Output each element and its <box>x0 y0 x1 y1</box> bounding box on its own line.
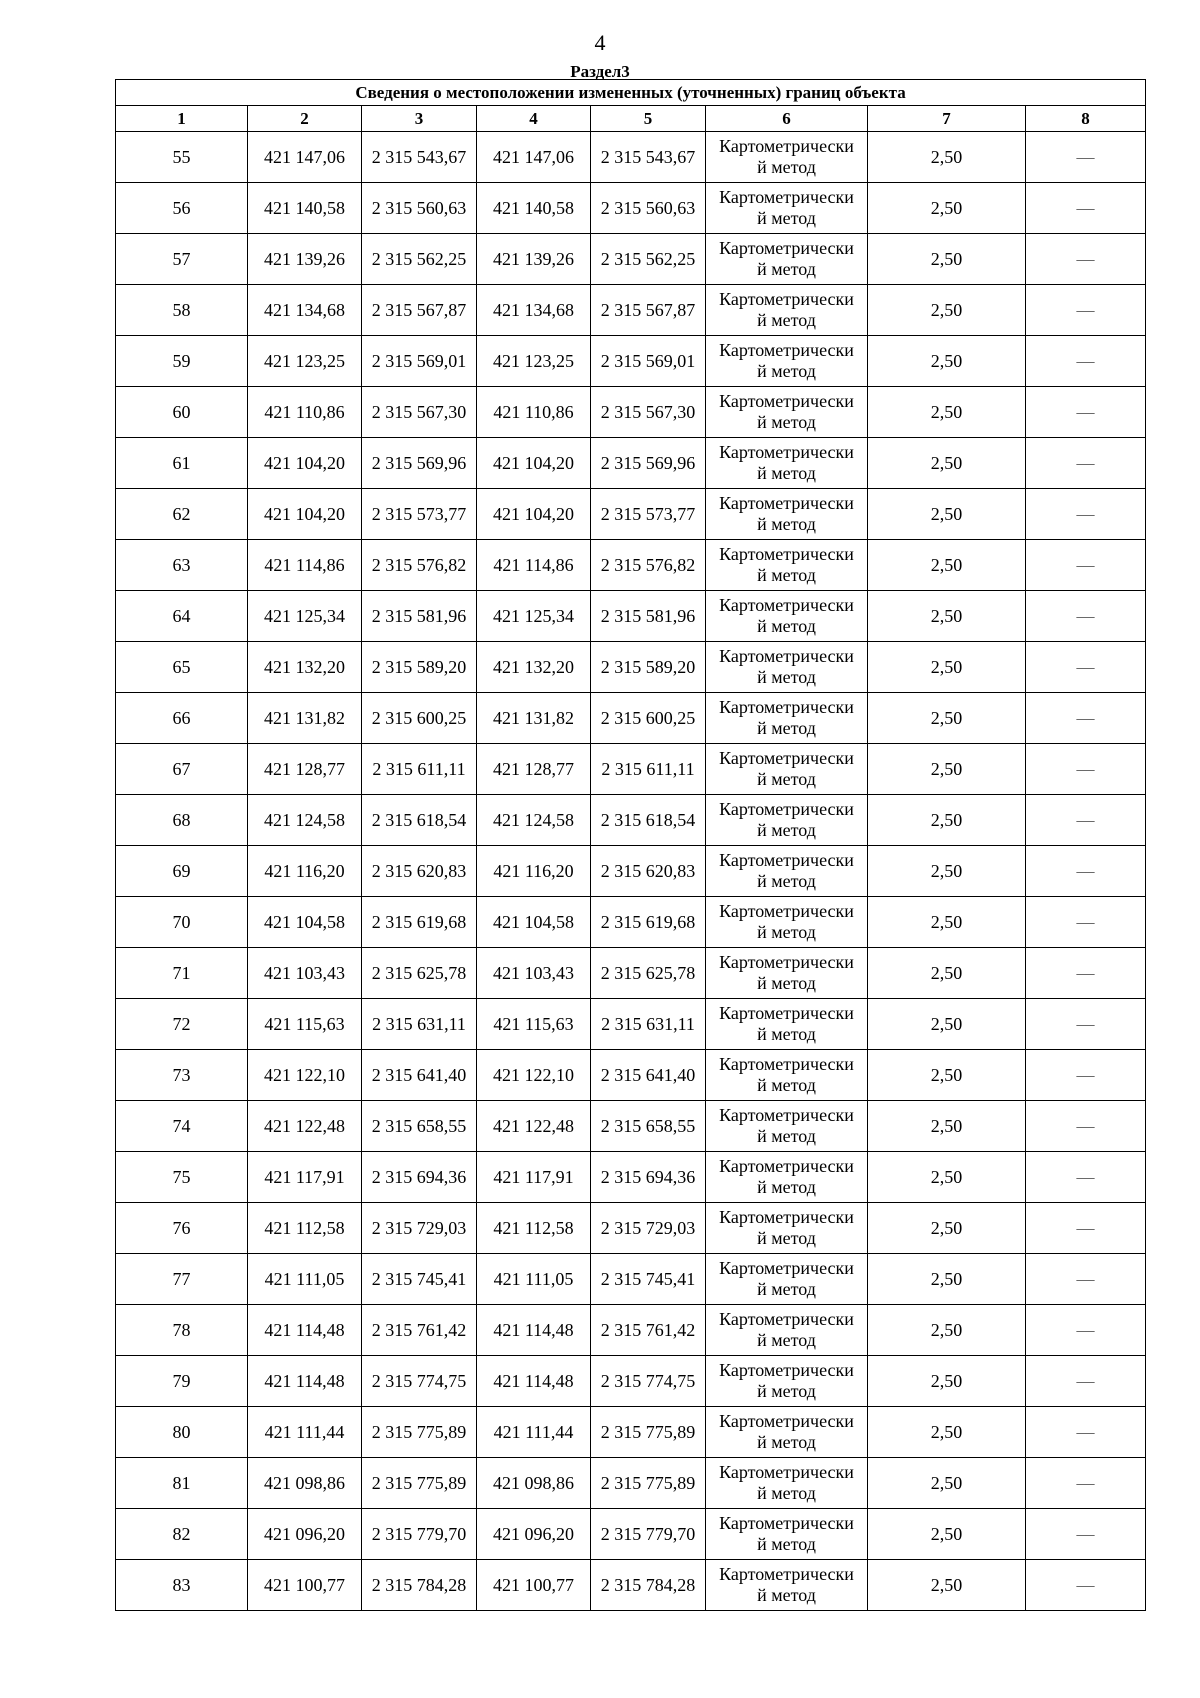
point-number-cell: 79 <box>116 1356 248 1407</box>
x-refined-cell: 421 122,48 <box>477 1101 591 1152</box>
y-refined-cell: 2 315 641,40 <box>591 1050 706 1101</box>
table-row <box>116 897 1146 948</box>
x-existing-cell: 421 103,43 <box>248 948 362 999</box>
y-refined-cell: 2 315 620,83 <box>591 846 706 897</box>
description-cell: — <box>1026 1050 1146 1101</box>
point-number-cell: 65 <box>116 642 248 693</box>
point-number-cell: 56 <box>116 183 248 234</box>
x-refined-cell: 421 122,10 <box>477 1050 591 1101</box>
accuracy-cell: 2,50 <box>868 183 1026 234</box>
description-cell: — <box>1026 1203 1146 1254</box>
accuracy-cell: 2,50 <box>868 1356 1026 1407</box>
accuracy-cell: 2,50 <box>868 1305 1026 1356</box>
column-number-4: 4 <box>477 106 591 132</box>
point-number-cell: 78 <box>116 1305 248 1356</box>
y-refined-cell: 2 315 618,54 <box>591 795 706 846</box>
table-row <box>116 132 1146 183</box>
column-number-5: 5 <box>591 106 706 132</box>
accuracy-cell: 2,50 <box>868 999 1026 1050</box>
y-existing-cell: 2 315 576,82 <box>362 540 477 591</box>
table-row <box>116 285 1146 336</box>
x-refined-cell: 421 124,58 <box>477 795 591 846</box>
table-row <box>116 1101 1146 1152</box>
x-refined-cell: 421 104,58 <box>477 897 591 948</box>
table-row <box>116 540 1146 591</box>
y-existing-cell: 2 315 779,70 <box>362 1509 477 1560</box>
y-refined-cell: 2 315 581,96 <box>591 591 706 642</box>
point-number-cell: 75 <box>116 1152 248 1203</box>
x-existing-cell: 421 114,48 <box>248 1305 362 1356</box>
method-cell: Картометрически й метод <box>706 1203 868 1254</box>
accuracy-cell: 2,50 <box>868 1407 1026 1458</box>
x-existing-cell: 421 096,20 <box>248 1509 362 1560</box>
x-existing-cell: 421 123,25 <box>248 336 362 387</box>
x-existing-cell: 421 116,20 <box>248 846 362 897</box>
description-cell: — <box>1026 1407 1146 1458</box>
description-cell: — <box>1026 1560 1146 1611</box>
accuracy-cell: 2,50 <box>868 132 1026 183</box>
y-existing-cell: 2 315 774,75 <box>362 1356 477 1407</box>
accuracy-cell: 2,50 <box>868 591 1026 642</box>
y-existing-cell: 2 315 694,36 <box>362 1152 477 1203</box>
accuracy-cell: 2,50 <box>868 693 1026 744</box>
x-refined-cell: 421 111,05 <box>477 1254 591 1305</box>
method-cell: Картометрически й метод <box>706 183 868 234</box>
x-refined-cell: 421 110,86 <box>477 387 591 438</box>
y-existing-cell: 2 315 589,20 <box>362 642 477 693</box>
method-cell: Картометрически й метод <box>706 285 868 336</box>
y-refined-cell: 2 315 761,42 <box>591 1305 706 1356</box>
method-cell: Картометрически й метод <box>706 948 868 999</box>
y-refined-cell: 2 315 775,89 <box>591 1458 706 1509</box>
y-refined-cell: 2 315 694,36 <box>591 1152 706 1203</box>
y-refined-cell: 2 315 779,70 <box>591 1509 706 1560</box>
description-cell: — <box>1026 183 1146 234</box>
table-row <box>116 744 1146 795</box>
accuracy-cell: 2,50 <box>868 1101 1026 1152</box>
y-existing-cell: 2 315 567,30 <box>362 387 477 438</box>
y-existing-cell: 2 315 567,87 <box>362 285 477 336</box>
description-cell: — <box>1026 693 1146 744</box>
method-cell: Картометрически й метод <box>706 999 868 1050</box>
description-cell: — <box>1026 132 1146 183</box>
x-refined-cell: 421 134,68 <box>477 285 591 336</box>
description-cell: — <box>1026 1458 1146 1509</box>
method-cell: Картометрически й метод <box>706 387 868 438</box>
x-refined-cell: 421 098,86 <box>477 1458 591 1509</box>
description-cell: — <box>1026 438 1146 489</box>
point-number-cell: 67 <box>116 744 248 795</box>
y-existing-cell: 2 315 631,11 <box>362 999 477 1050</box>
description-cell: — <box>1026 744 1146 795</box>
table-row <box>116 795 1146 846</box>
method-cell: Картометрически й метод <box>706 642 868 693</box>
x-refined-cell: 421 139,26 <box>477 234 591 285</box>
x-existing-cell: 421 122,10 <box>248 1050 362 1101</box>
x-refined-cell: 421 096,20 <box>477 1509 591 1560</box>
x-existing-cell: 421 111,44 <box>248 1407 362 1458</box>
y-existing-cell: 2 315 573,77 <box>362 489 477 540</box>
y-existing-cell: 2 315 775,89 <box>362 1407 477 1458</box>
x-existing-cell: 421 134,68 <box>248 285 362 336</box>
x-refined-cell: 421 114,48 <box>477 1356 591 1407</box>
accuracy-cell: 2,50 <box>868 1254 1026 1305</box>
y-existing-cell: 2 315 611,11 <box>362 744 477 795</box>
point-number-cell: 70 <box>116 897 248 948</box>
column-number-2: 2 <box>248 106 362 132</box>
x-existing-cell: 421 132,20 <box>248 642 362 693</box>
point-number-cell: 68 <box>116 795 248 846</box>
y-refined-cell: 2 315 658,55 <box>591 1101 706 1152</box>
y-existing-cell: 2 315 775,89 <box>362 1458 477 1509</box>
method-cell: Картометрически й метод <box>706 438 868 489</box>
column-number-row <box>116 106 1146 132</box>
x-existing-cell: 421 139,26 <box>248 234 362 285</box>
section-title: Раздел3 <box>570 62 630 81</box>
accuracy-cell: 2,50 <box>868 1203 1026 1254</box>
point-number-cell: 74 <box>116 1101 248 1152</box>
x-refined-cell: 421 131,82 <box>477 693 591 744</box>
table-row <box>116 1407 1146 1458</box>
x-existing-cell: 421 115,63 <box>248 999 362 1050</box>
accuracy-cell: 2,50 <box>868 642 1026 693</box>
x-refined-cell: 421 111,44 <box>477 1407 591 1458</box>
table-row <box>116 1254 1146 1305</box>
y-refined-cell: 2 315 569,01 <box>591 336 706 387</box>
method-cell: Картометрически й метод <box>706 795 868 846</box>
method-cell: Картометрически й метод <box>706 1560 868 1611</box>
description-cell: — <box>1026 285 1146 336</box>
method-cell: Картометрически й метод <box>706 1254 868 1305</box>
x-existing-cell: 421 111,05 <box>248 1254 362 1305</box>
point-number-cell: 81 <box>116 1458 248 1509</box>
description-cell: — <box>1026 336 1146 387</box>
table-row <box>116 1560 1146 1611</box>
x-existing-cell: 421 104,20 <box>248 438 362 489</box>
description-cell: — <box>1026 1152 1146 1203</box>
y-refined-cell: 2 315 775,89 <box>591 1407 706 1458</box>
accuracy-cell: 2,50 <box>868 540 1026 591</box>
description-cell: — <box>1026 795 1146 846</box>
point-number-cell: 66 <box>116 693 248 744</box>
description-cell: — <box>1026 1509 1146 1560</box>
accuracy-cell: 2,50 <box>868 438 1026 489</box>
point-number-cell: 61 <box>116 438 248 489</box>
method-cell: Картометрически й метод <box>706 1407 868 1458</box>
y-existing-cell: 2 315 729,03 <box>362 1203 477 1254</box>
boundary-coordinates-table <box>115 79 1146 1611</box>
table-row <box>116 1458 1146 1509</box>
y-refined-cell: 2 315 745,41 <box>591 1254 706 1305</box>
x-existing-cell: 421 112,58 <box>248 1203 362 1254</box>
description-cell: — <box>1026 948 1146 999</box>
accuracy-cell: 2,50 <box>868 1152 1026 1203</box>
y-existing-cell: 2 315 658,55 <box>362 1101 477 1152</box>
description-cell: — <box>1026 642 1146 693</box>
table-row <box>116 234 1146 285</box>
point-number-cell: 64 <box>116 591 248 642</box>
table-row <box>116 183 1146 234</box>
column-number-7: 7 <box>868 106 1026 132</box>
point-number-cell: 77 <box>116 1254 248 1305</box>
table-caption: Сведения о местоположении измененных (уточненных) границ объекта <box>116 80 1146 106</box>
accuracy-cell: 2,50 <box>868 1458 1026 1509</box>
method-cell: Картометрически й метод <box>706 1101 868 1152</box>
accuracy-cell: 2,50 <box>868 795 1026 846</box>
x-refined-cell: 421 128,77 <box>477 744 591 795</box>
y-existing-cell: 2 315 543,67 <box>362 132 477 183</box>
accuracy-cell: 2,50 <box>868 336 1026 387</box>
page-number: 4 <box>594 30 606 55</box>
x-existing-cell: 421 100,77 <box>248 1560 362 1611</box>
y-refined-cell: 2 315 562,25 <box>591 234 706 285</box>
x-refined-cell: 421 117,91 <box>477 1152 591 1203</box>
y-existing-cell: 2 315 581,96 <box>362 591 477 642</box>
x-existing-cell: 421 131,82 <box>248 693 362 744</box>
point-number-cell: 83 <box>116 1560 248 1611</box>
x-existing-cell: 421 114,48 <box>248 1356 362 1407</box>
y-existing-cell: 2 315 569,96 <box>362 438 477 489</box>
y-existing-cell: 2 315 619,68 <box>362 897 477 948</box>
description-cell: — <box>1026 999 1146 1050</box>
x-refined-cell: 421 104,20 <box>477 438 591 489</box>
table-row <box>116 999 1146 1050</box>
x-existing-cell: 421 104,20 <box>248 489 362 540</box>
x-refined-cell: 421 147,06 <box>477 132 591 183</box>
point-number-cell: 62 <box>116 489 248 540</box>
x-refined-cell: 421 116,20 <box>477 846 591 897</box>
y-refined-cell: 2 315 543,67 <box>591 132 706 183</box>
accuracy-cell: 2,50 <box>868 744 1026 795</box>
table-row <box>116 1152 1146 1203</box>
y-existing-cell: 2 315 560,63 <box>362 183 477 234</box>
y-refined-cell: 2 315 560,63 <box>591 183 706 234</box>
x-existing-cell: 421 125,34 <box>248 591 362 642</box>
accuracy-cell: 2,50 <box>868 1050 1026 1101</box>
point-number-cell: 60 <box>116 387 248 438</box>
x-refined-cell: 421 115,63 <box>477 999 591 1050</box>
x-refined-cell: 421 132,20 <box>477 642 591 693</box>
method-cell: Картометрически й метод <box>706 1305 868 1356</box>
method-cell: Картометрически й метод <box>706 1356 868 1407</box>
table-row <box>116 489 1146 540</box>
y-refined-cell: 2 315 589,20 <box>591 642 706 693</box>
y-existing-cell: 2 315 761,42 <box>362 1305 477 1356</box>
method-cell: Картометрически й метод <box>706 489 868 540</box>
accuracy-cell: 2,50 <box>868 285 1026 336</box>
description-cell: — <box>1026 591 1146 642</box>
y-existing-cell: 2 315 641,40 <box>362 1050 477 1101</box>
x-refined-cell: 421 140,58 <box>477 183 591 234</box>
table-row <box>116 1509 1146 1560</box>
table-row <box>116 948 1146 999</box>
method-cell: Картометрически й метод <box>706 1152 868 1203</box>
point-number-cell: 63 <box>116 540 248 591</box>
method-cell: Картометрически й метод <box>706 234 868 285</box>
column-number-3: 3 <box>362 106 477 132</box>
description-cell: — <box>1026 1254 1146 1305</box>
method-cell: Картометрически й метод <box>706 744 868 795</box>
y-refined-cell: 2 315 600,25 <box>591 693 706 744</box>
column-number-1: 1 <box>116 106 248 132</box>
table-row <box>116 387 1146 438</box>
table-row <box>116 438 1146 489</box>
table-row <box>116 1203 1146 1254</box>
method-cell: Картометрически й метод <box>706 540 868 591</box>
x-existing-cell: 421 104,58 <box>248 897 362 948</box>
column-number-8: 8 <box>1026 106 1146 132</box>
y-refined-cell: 2 315 774,75 <box>591 1356 706 1407</box>
method-cell: Картометрически й метод <box>706 1458 868 1509</box>
table-row <box>116 1356 1146 1407</box>
y-existing-cell: 2 315 562,25 <box>362 234 477 285</box>
description-cell: — <box>1026 897 1146 948</box>
method-cell: Картометрически й метод <box>706 897 868 948</box>
x-refined-cell: 421 103,43 <box>477 948 591 999</box>
table-row <box>116 336 1146 387</box>
x-existing-cell: 421 122,48 <box>248 1101 362 1152</box>
x-refined-cell: 421 100,77 <box>477 1560 591 1611</box>
x-existing-cell: 421 147,06 <box>248 132 362 183</box>
accuracy-cell: 2,50 <box>868 234 1026 285</box>
description-cell: — <box>1026 234 1146 285</box>
y-refined-cell: 2 315 576,82 <box>591 540 706 591</box>
x-existing-cell: 421 114,86 <box>248 540 362 591</box>
description-cell: — <box>1026 1101 1146 1152</box>
y-existing-cell: 2 315 620,83 <box>362 846 477 897</box>
y-existing-cell: 2 315 625,78 <box>362 948 477 999</box>
accuracy-cell: 2,50 <box>868 387 1026 438</box>
point-number-cell: 69 <box>116 846 248 897</box>
x-existing-cell: 421 098,86 <box>248 1458 362 1509</box>
description-cell: — <box>1026 846 1146 897</box>
x-refined-cell: 421 104,20 <box>477 489 591 540</box>
table-row <box>116 693 1146 744</box>
point-number-cell: 58 <box>116 285 248 336</box>
table-row <box>116 1050 1146 1101</box>
x-refined-cell: 421 112,58 <box>477 1203 591 1254</box>
accuracy-cell: 2,50 <box>868 846 1026 897</box>
point-number-cell: 76 <box>116 1203 248 1254</box>
method-cell: Картометрически й метод <box>706 132 868 183</box>
accuracy-cell: 2,50 <box>868 897 1026 948</box>
y-refined-cell: 2 315 729,03 <box>591 1203 706 1254</box>
y-existing-cell: 2 315 784,28 <box>362 1560 477 1611</box>
x-existing-cell: 421 140,58 <box>248 183 362 234</box>
x-refined-cell: 421 123,25 <box>477 336 591 387</box>
point-number-cell: 71 <box>116 948 248 999</box>
x-existing-cell: 421 117,91 <box>248 1152 362 1203</box>
y-refined-cell: 2 315 625,78 <box>591 948 706 999</box>
method-cell: Картометрически й метод <box>706 693 868 744</box>
y-existing-cell: 2 315 618,54 <box>362 795 477 846</box>
accuracy-cell: 2,50 <box>868 1509 1026 1560</box>
x-existing-cell: 421 124,58 <box>248 795 362 846</box>
y-existing-cell: 2 315 569,01 <box>362 336 477 387</box>
table-row <box>116 1305 1146 1356</box>
x-refined-cell: 421 125,34 <box>477 591 591 642</box>
column-number-6: 6 <box>706 106 868 132</box>
accuracy-cell: 2,50 <box>868 489 1026 540</box>
y-refined-cell: 2 315 611,11 <box>591 744 706 795</box>
y-refined-cell: 2 315 567,30 <box>591 387 706 438</box>
table-body <box>116 132 1146 1611</box>
point-number-cell: 82 <box>116 1509 248 1560</box>
point-number-cell: 55 <box>116 132 248 183</box>
y-existing-cell: 2 315 745,41 <box>362 1254 477 1305</box>
accuracy-cell: 2,50 <box>868 948 1026 999</box>
table-caption-row <box>116 80 1146 106</box>
x-existing-cell: 421 110,86 <box>248 387 362 438</box>
y-refined-cell: 2 315 567,87 <box>591 285 706 336</box>
method-cell: Картометрически й метод <box>706 1050 868 1101</box>
description-cell: — <box>1026 387 1146 438</box>
description-cell: — <box>1026 1305 1146 1356</box>
point-number-cell: 73 <box>116 1050 248 1101</box>
method-cell: Картометрически й метод <box>706 336 868 387</box>
y-refined-cell: 2 315 573,77 <box>591 489 706 540</box>
table-row <box>116 642 1146 693</box>
y-refined-cell: 2 315 631,11 <box>591 999 706 1050</box>
point-number-cell: 80 <box>116 1407 248 1458</box>
y-existing-cell: 2 315 600,25 <box>362 693 477 744</box>
method-cell: Картометрически й метод <box>706 846 868 897</box>
x-refined-cell: 421 114,48 <box>477 1305 591 1356</box>
y-refined-cell: 2 315 569,96 <box>591 438 706 489</box>
table-row <box>116 591 1146 642</box>
y-refined-cell: 2 315 619,68 <box>591 897 706 948</box>
x-existing-cell: 421 128,77 <box>248 744 362 795</box>
description-cell: — <box>1026 489 1146 540</box>
point-number-cell: 57 <box>116 234 248 285</box>
method-cell: Картометрически й метод <box>706 591 868 642</box>
description-cell: — <box>1026 1356 1146 1407</box>
table-row <box>116 846 1146 897</box>
description-cell: — <box>1026 540 1146 591</box>
point-number-cell: 72 <box>116 999 248 1050</box>
accuracy-cell: 2,50 <box>868 1560 1026 1611</box>
method-cell: Картометрически й метод <box>706 1509 868 1560</box>
point-number-cell: 59 <box>116 336 248 387</box>
y-refined-cell: 2 315 784,28 <box>591 1560 706 1611</box>
x-refined-cell: 421 114,86 <box>477 540 591 591</box>
